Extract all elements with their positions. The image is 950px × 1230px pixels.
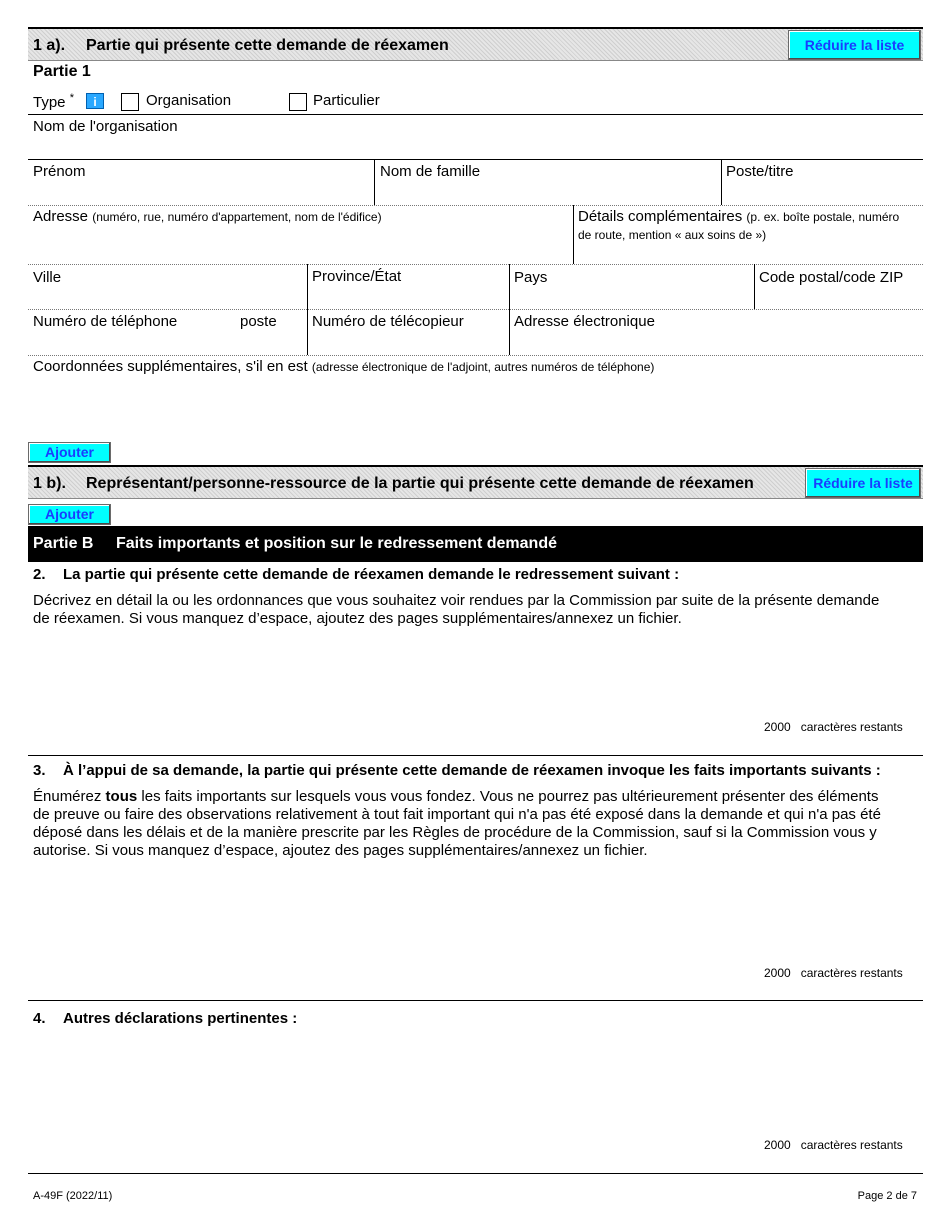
coord-label: Coordonnées supplémentaires, s'il en est (adresse électronique de l'adjoint, autres numéros de téléphone) xyxy=(33,358,655,375)
ville-label: Ville xyxy=(33,269,62,286)
question-4-remaining: 2000 caractères restants xyxy=(764,1138,903,1152)
adresse-hint: (numéro, rue, numéro d'appartement, nom de l'édifice) xyxy=(92,210,382,224)
divider xyxy=(573,205,574,264)
telecopieur-label: Numéro de télécopieur xyxy=(312,313,464,330)
divider xyxy=(721,159,722,205)
question-2-remaining: 2000 caractères restants xyxy=(764,720,903,734)
question-4-title: 4. Autres déclarations pertinentes : xyxy=(33,1010,298,1027)
divider xyxy=(28,309,923,310)
adresse-label: Adresse (numéro, rue, numéro d'appartement, nom de l'édifice) xyxy=(33,208,382,225)
partie-b-title: Faits importants et position sur le redressement demandé xyxy=(116,535,557,552)
partie-b-header xyxy=(28,526,923,562)
type-label: Type * xyxy=(33,92,74,111)
nom-famille-label: Nom de famille xyxy=(380,163,481,180)
collapse-list-button-1a[interactable]: Réduire la liste xyxy=(788,30,921,60)
divider xyxy=(28,1000,923,1001)
divider xyxy=(28,114,923,115)
code-postal-label: Code postal/code ZIP xyxy=(759,269,904,286)
section-1b-number: 1 b). xyxy=(33,475,66,492)
courriel-label: Adresse électronique xyxy=(514,313,655,330)
partie-1-heading: Partie 1 xyxy=(33,63,91,80)
divider xyxy=(28,264,923,265)
pays-label: Pays xyxy=(514,269,548,286)
province-label: Province/État xyxy=(312,268,402,285)
divider xyxy=(28,205,923,206)
required-mark: * xyxy=(69,92,74,104)
question-3-instructions: Énumérez tous les faits importants sur lesquels vous vous fondez. Vous ne pourrez pas ultérieurement présenter des éléments de preuve ou faire des observations relativement à tout fait important qui n'a pas été exposé dans la demande et qui n'a pas été déposé dans les délais et de la manière prescrite par les Règles de procédure de la Commission, sauf si la Commission vous y autorise. Si vous manquez d’espace, ajoutez des pages supplémentaires/annexez un fichier. xyxy=(33,788,881,859)
section-1a-title: Partie qui présente cette demande de réexamen xyxy=(86,37,449,54)
add-button-1a[interactable]: Ajouter xyxy=(28,442,111,463)
section-1b-header xyxy=(28,465,923,499)
organisation-option-label: Organisation xyxy=(146,92,232,109)
question-3-title: 3. À l’appui de sa demande, la partie qui présente cette demande de réexamen invoque les faits importants suivants : xyxy=(33,762,881,779)
coord-field[interactable] xyxy=(28,378,923,438)
section-1b-title: Représentant/personne-ressource de la partie qui présente cette demande de réexamen xyxy=(86,475,754,492)
particulier-checkbox[interactable] xyxy=(289,93,307,111)
poste-label: poste xyxy=(240,313,277,330)
details-hint-2: de route, mention « aux soins de ») xyxy=(578,228,767,242)
question-4-textarea[interactable] xyxy=(28,1035,923,1130)
info-icon[interactable]: i xyxy=(86,93,104,109)
add-button-1b[interactable]: Ajouter xyxy=(28,504,111,525)
coord-hint: (adresse électronique de l'adjoint, autres numéros de téléphone) xyxy=(311,360,655,374)
question-2-title: 2. La partie qui présente cette demande de réexamen demande le redressement suivant : xyxy=(33,566,680,583)
collapse-list-button-1b[interactable]: Réduire la liste xyxy=(805,468,921,498)
org-name-field[interactable] xyxy=(28,138,923,158)
divider xyxy=(28,159,923,160)
details-label: Détails complémentaires (p. ex. boîte postale, numéro xyxy=(578,208,900,225)
partie-b-label: Partie B xyxy=(33,535,94,552)
divider xyxy=(754,264,755,309)
divider xyxy=(374,159,375,205)
divider xyxy=(28,1173,923,1174)
page-number: Page 2 de 7 xyxy=(857,1190,917,1202)
particulier-option-label: Particulier xyxy=(313,92,380,109)
question-2-instructions: Décrivez en détail la ou les ordonnances que vous souhaitez voir rendues par la Commission par suite de la présente demande de réexamen. Si vous manquez d’espace, ajoutez des pages supplémentaires/annexez un fichier. xyxy=(33,592,880,627)
section-1a-number: 1 a). xyxy=(33,37,66,54)
organisation-checkbox[interactable] xyxy=(121,93,139,111)
prenom-label: Prénom xyxy=(33,163,86,180)
poste-titre-label: Poste/titre xyxy=(726,163,794,180)
telephone-label: Numéro de téléphone xyxy=(33,313,178,330)
question-3-remaining: 2000 caractères restants xyxy=(764,966,903,980)
section-1a-header xyxy=(28,27,923,61)
form-code: A-49F (2022/11) xyxy=(33,1190,113,1202)
org-name-label: Nom de l'organisation xyxy=(33,118,178,135)
divider xyxy=(28,355,923,356)
divider xyxy=(28,755,923,756)
question-2-textarea[interactable] xyxy=(28,632,923,712)
question-3-textarea[interactable] xyxy=(28,866,923,961)
details-hint-1: (p. ex. boîte postale, numéro xyxy=(746,210,900,224)
